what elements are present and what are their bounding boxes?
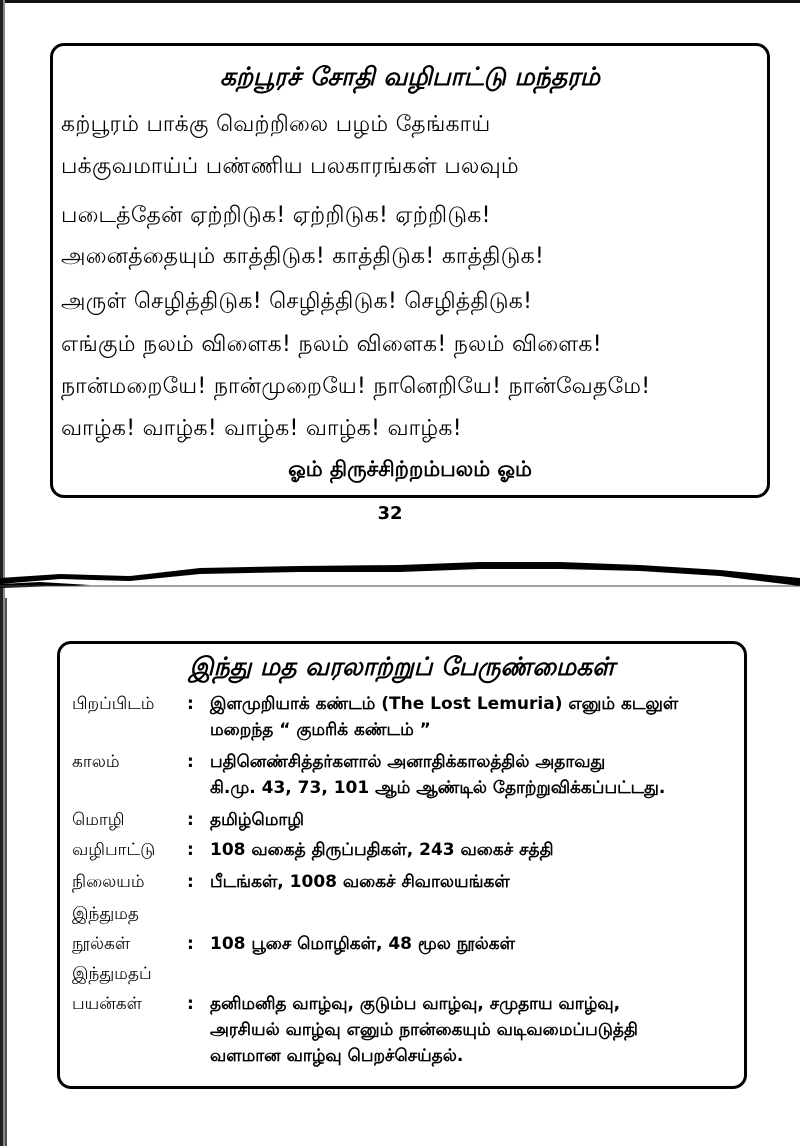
mantra-line: நான்மறையே! நான்முறையே! நானெறியே! நான்வேதமே! — [61, 374, 651, 399]
fact-label: வழிபாட்டு — [72, 840, 156, 860]
fact-value: தனிமனித வாழ்வு, குடும்ப வாழ்வு, சமுதாய வாழ்வு, — [210, 994, 621, 1014]
fact-row-origin — [60, 694, 744, 740]
fact-value: கி.மு. 43, 73, 101 ஆம் ஆண்டில் தோற்றுவிக்கப்பட்டது. — [210, 778, 666, 798]
fact-colon: : — [187, 694, 194, 714]
fact-colon: : — [187, 994, 194, 1014]
page-number: 32 — [377, 503, 403, 524]
fact-colon: : — [187, 810, 194, 830]
mantra-line: கற்பூரம் பாக்கு வெற்றிலை பழம் தேங்காய் — [61, 112, 491, 137]
fact-label: மொழி — [72, 810, 125, 830]
mantra-line: அருள் செழித்திடுக! செழித்திடுக! செழித்திடுக! — [61, 289, 533, 314]
page-top-edge — [0, 0, 800, 3]
fact-row-centers — [60, 872, 744, 902]
fact-label: இந்துமத — [72, 904, 139, 924]
fact-label: பிறப்பிடம் — [72, 694, 155, 714]
mantra-title: கற்பூரச் சோதி வழிபாட்டு மந்தரம் — [219, 62, 601, 91]
fact-label: பயன்கள் — [72, 994, 142, 1014]
facts-title: இந்து மத வரலாற்றுப் பேருண்மைகள் — [189, 652, 615, 681]
mantra-closing: ஓம் திருச்சிற்றம்பலம் ஓம் — [288, 456, 532, 481]
facts-card — [57, 641, 747, 1089]
fact-row-hindu — [60, 904, 744, 934]
fact-label: இந்துமதப் — [72, 964, 152, 984]
fact-colon: : — [187, 872, 194, 892]
fact-row-language — [60, 810, 744, 840]
fact-value: பதினெண்சித்தர்களால் அனாதிக்காலத்தில் அதாவது — [210, 752, 606, 772]
mantra-line: வாழ்க! வாழ்க! வாழ்க! வாழ்க! வாழ்க! — [61, 416, 462, 441]
fact-value: தமிழ்மொழி — [210, 810, 305, 830]
fact-row-worship — [60, 840, 744, 870]
fact-value: வளமான வாழ்வு பெறச்செய்தல். — [210, 1046, 464, 1066]
fact-value: இளமுறியாக் கண்டம் (The Lost Lemuria) எனும் கடலுள் — [210, 694, 679, 714]
mantra-card — [50, 43, 770, 498]
fact-label: காலம் — [72, 752, 120, 772]
fact-value: பீடங்கள், 1008 வகைச் சிவாலயங்கள் — [210, 872, 510, 892]
fact-value: 108 வகைத் திருப்பதிகள், 243 வகைச் சத்தி — [210, 840, 554, 860]
page-fold-line — [5, 598, 7, 1146]
mantra-line: அனைத்தையும் காத்திடுக! காத்திடுக! காத்திடுக! — [61, 244, 545, 269]
fact-row-benefits — [60, 994, 744, 1066]
fact-label: நூல்கள் — [72, 934, 131, 954]
fact-row-period — [60, 752, 744, 798]
fact-colon: : — [187, 934, 194, 954]
mantra-line: படைத்தேன் ஏற்றிடுக! ஏற்றிடுக! ஏற்றிடுக! — [61, 203, 491, 228]
fact-value: மறைந்த “ குமரிக் கண்டம் ” — [210, 720, 431, 740]
fact-colon: : — [187, 752, 194, 772]
fact-row-hindu-2 — [60, 964, 744, 994]
fact-label: நிலையம் — [72, 872, 145, 892]
mantra-line: பக்குவமாய்ப் பண்ணிய பலகாரங்கள் பலவும் — [61, 154, 519, 179]
fact-colon: : — [187, 840, 194, 860]
mantra-line: எங்கும் நலம் விளைக! நலம் விளைக! நலம் விளைக! — [61, 332, 602, 357]
fact-value: அரசியல் வாழ்வு எனும் நான்கையும் வடிவமைப்படுத்தி — [210, 1020, 638, 1040]
torn-page-edge — [0, 548, 800, 598]
fact-value: 108 பூசை மொழிகள், 48 மூல நூல்கள் — [210, 934, 515, 954]
fact-row-books — [60, 934, 744, 964]
